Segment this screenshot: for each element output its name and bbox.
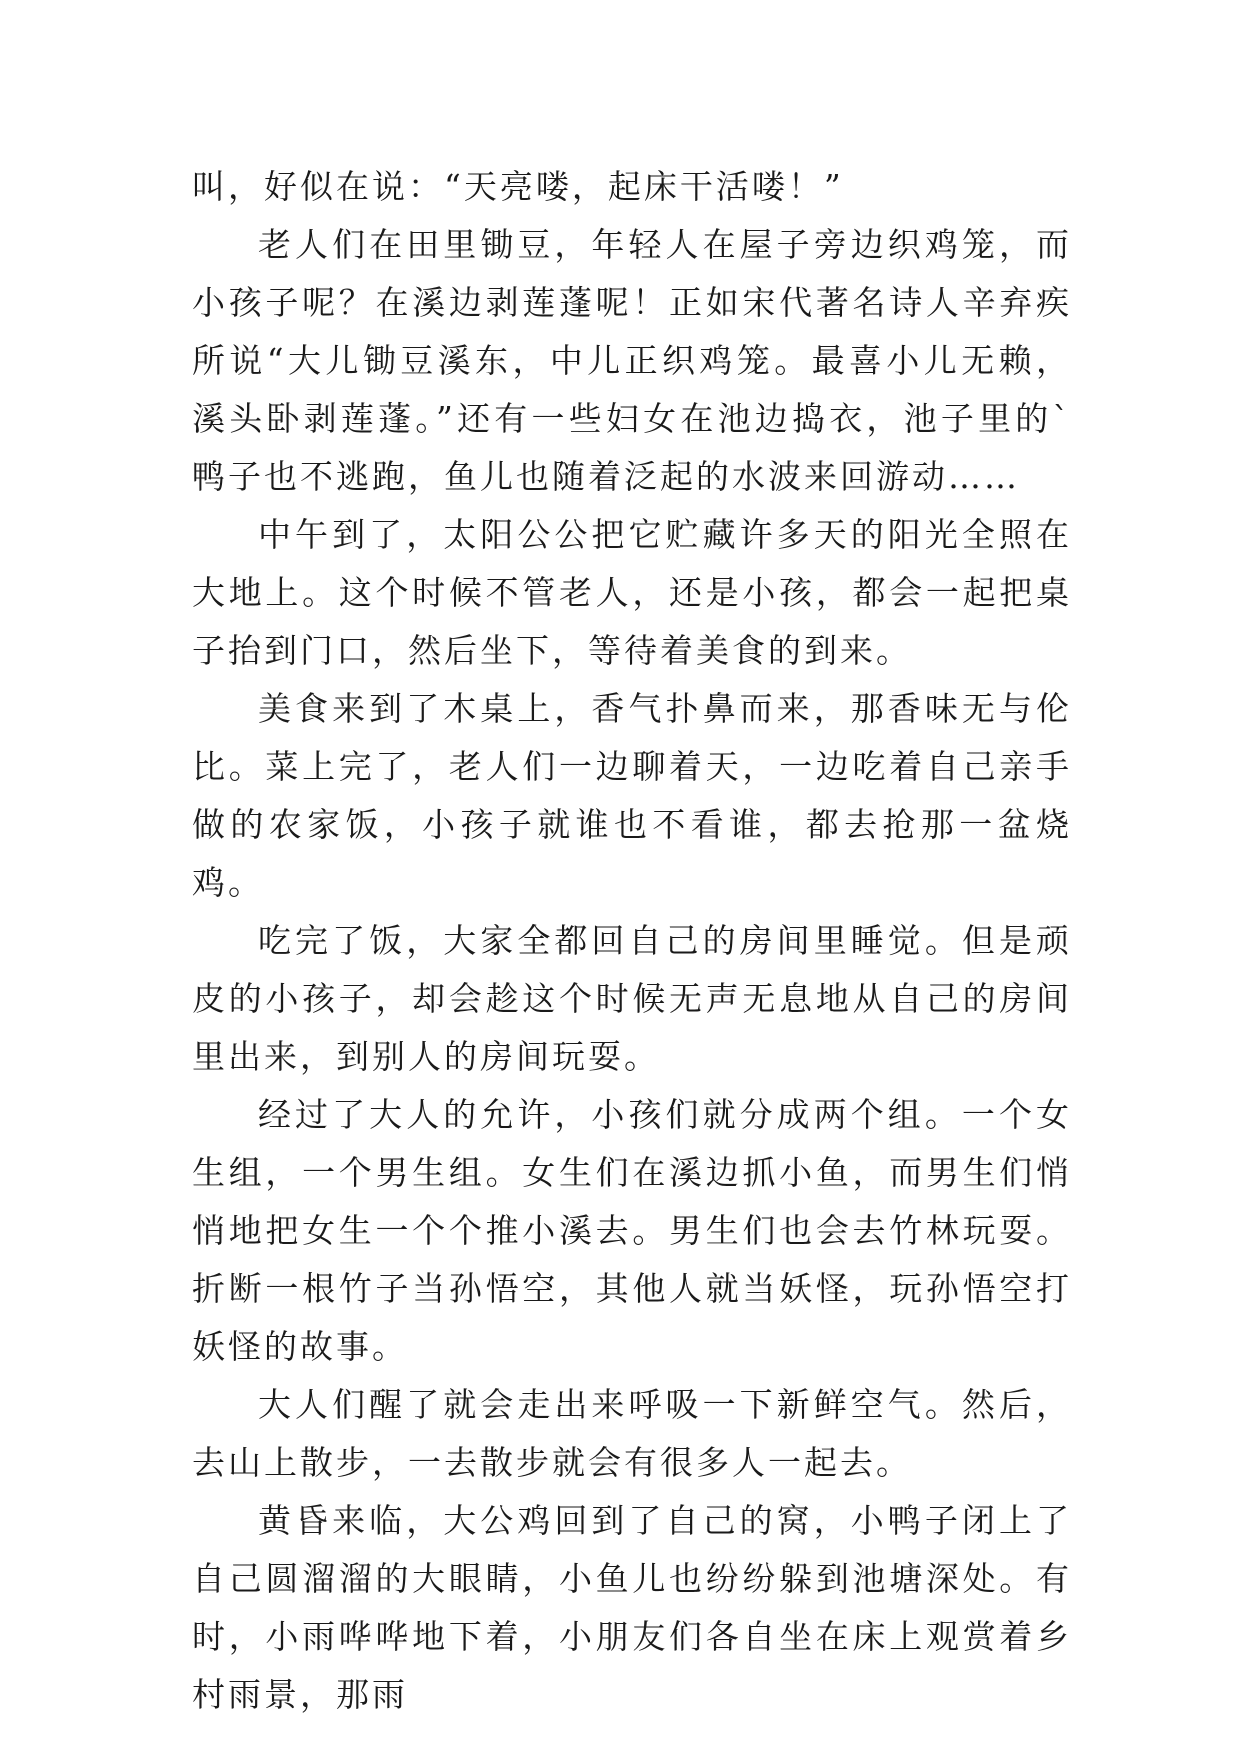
paragraph-nap: 吃完了饭，大家全都回自己的房间里睡觉。但是顽皮的小孩子，却会趁这个时候无声无息地从自己的房间里出来，到别人的房间玩耍。	[192, 921, 1072, 1076]
paragraph-farm-work: 老人们在田里锄豆，年轻人在屋子旁边织鸡笼，而小孩子呢？在溪边剥莲蓬呢！正如宋代著名诗人辛弃疾所说“大儿锄豆溪东，中儿正织鸡笼。最喜小儿无赖，溪头卧剥莲蓬。”还有一些妇女在池边捣衣，池子里的`鸭子也不逃跑，鱼儿也随着泛起的水波来回游动……	[192, 225, 1072, 496]
paragraph-continuation: 叫，好似在说：“天亮喽，起床干活喽！”	[192, 167, 844, 206]
paragraph-noon: 中午到了，太阳公公把它贮藏许多天的阳光全照在大地上。这个时候不管老人，还是小孩，都会一起把桌子抬到门口，然后坐下，等待着美食的到来。	[192, 515, 1072, 670]
paragraph-play-groups: 经过了大人的允许，小孩们就分成两个组。一个女生组，一个男生组。女生们在溪边抓小鱼，而男生们悄悄地把女生一个个推小溪去。男生们也会去竹林玩耍。折断一根竹子当孙悟空，其他人就当妖怪，玩孙悟空打妖怪的故事。	[192, 1095, 1072, 1366]
paragraph-meal: 美食来到了木桌上，香气扑鼻而来，那香味无与伦比。菜上完了，老人们一边聊着天，一边吃着自己亲手做的农家饭，小孩子就谁也不看谁，都去抢那一盆烧鸡。	[192, 689, 1072, 902]
paragraph-adults-walk: 大人们醒了就会走出来呼吸一下新鲜空气。然后，去山上散步，一去散步就会有很多人一起去。	[192, 1385, 1072, 1482]
paragraph-dusk: 黄昏来临，大公鸡回到了自己的窝，小鸭子闭上了自己圆溜溜的大眼睛，小鱼儿也纷纷躲到池塘深处。有时，小雨哗哗地下着，小朋友们各自坐在床上观赏着乡村雨景，那雨	[192, 1501, 1072, 1714]
article-body	[192, 158, 1072, 1724]
